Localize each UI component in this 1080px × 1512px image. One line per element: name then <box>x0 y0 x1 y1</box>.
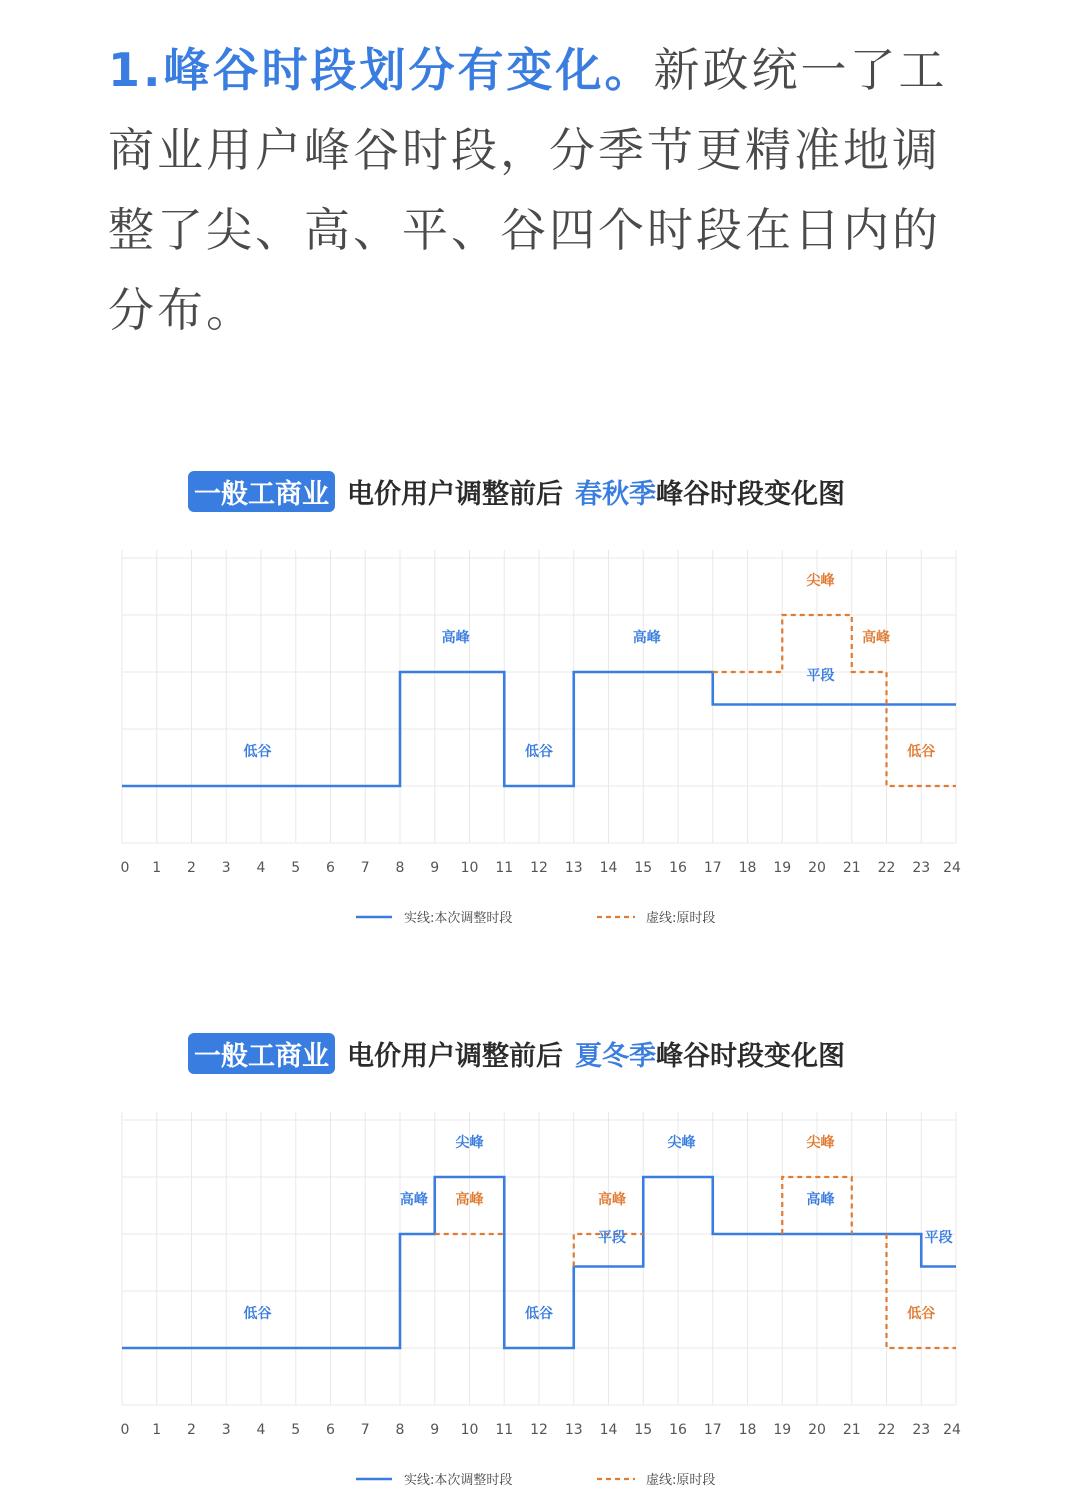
chart-1-x-tick-label: 0 <box>120 860 130 876</box>
chart-1-title-suffix: 峰谷时段变化图 <box>656 478 845 510</box>
chart-2-segment-label: 低谷 <box>525 1305 553 1322</box>
chart-1-plot <box>0 550 1080 950</box>
chart-1-x-tick-label: 10 <box>460 860 479 876</box>
chart-2-x-tick-label: 12 <box>530 1422 548 1438</box>
chart-1-x-tick-label: 22 <box>877 860 896 876</box>
chart-1-title-season: 春秋季 <box>575 478 656 510</box>
chart-1-x-tick-label: 6 <box>326 860 335 876</box>
chart-2-x-tick-label: 1 <box>152 1422 162 1438</box>
chart-2-x-tick-label: 22 <box>877 1422 896 1438</box>
chart-1-x-tick-label: 8 <box>395 860 405 876</box>
chart-2-segment-label: 低谷 <box>243 1305 272 1322</box>
chart-2-x-tick-label: 10 <box>460 1422 479 1438</box>
chart-2-x-tick-label: 5 <box>291 1422 301 1438</box>
chart-2-title-badge: 一般工商业 <box>188 1033 335 1074</box>
chart-2-x-tick-label: 18 <box>738 1422 757 1438</box>
chart-1-series-original-line <box>713 615 956 786</box>
chart-1-segment-label: 高峰 <box>862 629 891 646</box>
chart-2-x-tick-label: 9 <box>430 1422 440 1438</box>
chart-1-x-tick-label: 24 <box>943 860 961 876</box>
chart-2-x-tick-label: 24 <box>943 1422 961 1438</box>
chart-2-x-tick-label: 19 <box>773 1422 792 1438</box>
chart-2-x-tick-label: 7 <box>360 1422 370 1438</box>
chart-1-segment-label: 尖峰 <box>806 572 835 589</box>
chart-2-legend-solid-label: 实线:本次调整时段 <box>404 1473 513 1488</box>
chart-2-title-season: 夏冬季 <box>575 1040 656 1072</box>
intro-highlight: 1.峰谷时段划分有变化。 <box>108 43 654 97</box>
chart-1-x-tick-label: 11 <box>495 860 514 876</box>
chart-1-title <box>188 471 845 511</box>
chart-2-segment-label: 尖峰 <box>455 1134 484 1151</box>
chart-2-segment-label: 高峰 <box>597 1191 626 1208</box>
chart-2-x-tick-label: 14 <box>599 1422 618 1438</box>
chart-1-x-tick-label: 20 <box>808 860 826 876</box>
chart-2-title <box>188 1033 845 1073</box>
chart-1-segment-label: 低谷 <box>525 743 553 760</box>
chart-1-x-tick-label: 21 <box>842 860 861 876</box>
chart-2-x-tick-label: 20 <box>808 1422 826 1438</box>
chart-2-x-tick-label: 17 <box>703 1422 722 1438</box>
chart-2-x-tick-label: 15 <box>634 1422 653 1438</box>
chart-1-x-tick-label: 13 <box>564 860 583 876</box>
chart-1-x-tick-label: 23 <box>912 860 931 876</box>
chart-1-legend-solid-label: 实线:本次调整时段 <box>404 911 513 926</box>
chart-2-x-tick-label: 23 <box>912 1422 931 1438</box>
chart-2-segment-label: 平段 <box>924 1229 953 1246</box>
chart-2-segment-label: 尖峰 <box>667 1134 696 1151</box>
intro-text: 新政统一了工商业用户峰谷时段，分季节更精准地调整了尖、高、平、谷四个时段在日内的分布。 <box>108 43 948 337</box>
chart-1-title-badge: 一般工商业 <box>188 471 335 512</box>
chart-2-legend-dashed-label: 虚线:原时段 <box>646 1473 716 1488</box>
chart-2-title-suffix: 峰谷时段变化图 <box>656 1040 845 1072</box>
chart-1-x-tick-label: 14 <box>599 860 618 876</box>
chart-2-x-tick-label: 0 <box>120 1422 130 1438</box>
chart-1-x-tick-label: 18 <box>738 860 757 876</box>
chart-2-segment-label: 尖峰 <box>806 1134 835 1151</box>
chart-2-x-tick-label: 8 <box>395 1422 405 1438</box>
chart-2-segment-label: 高峰 <box>455 1191 484 1208</box>
chart-1-x-tick-label: 17 <box>703 860 722 876</box>
chart-2-x-tick-label: 13 <box>564 1422 583 1438</box>
chart-2-x-tick-label: 16 <box>669 1422 687 1438</box>
chart-2-segment-label: 高峰 <box>399 1191 428 1208</box>
chart-1-x-tick-label: 15 <box>634 860 653 876</box>
chart-2-title-mid: 电价用户调整前后 <box>347 1040 563 1072</box>
chart-1-segment-label: 高峰 <box>441 629 470 646</box>
chart-2-x-tick-label: 6 <box>326 1422 335 1438</box>
chart-1-x-tick-label: 12 <box>530 860 548 876</box>
chart-1-x-tick-label: 2 <box>187 860 196 876</box>
intro-paragraph <box>108 30 988 350</box>
chart-1-x-tick-label: 7 <box>360 860 370 876</box>
chart-1-segment-label: 平段 <box>806 667 835 684</box>
chart-1-segment-label: 高峰 <box>632 629 661 646</box>
chart-2-x-tick-label: 2 <box>187 1422 196 1438</box>
chart-1-title-mid: 电价用户调整前后 <box>347 478 563 510</box>
chart-1-x-tick-label: 19 <box>773 860 792 876</box>
chart-2-segment-label: 低谷 <box>907 1305 936 1322</box>
chart-1-legend-dashed-label: 虚线:原时段 <box>646 911 716 926</box>
chart-2-x-tick-label: 21 <box>842 1422 861 1438</box>
chart-1-segment-label: 低谷 <box>907 743 936 760</box>
chart-1-x-tick-label: 1 <box>152 860 162 876</box>
chart-1-x-tick-label: 3 <box>221 860 231 876</box>
chart-1-x-tick-label: 16 <box>669 860 687 876</box>
chart-1-x-tick-label: 9 <box>430 860 440 876</box>
chart-2-x-tick-label: 11 <box>495 1422 514 1438</box>
chart-2-plot <box>0 1112 1080 1512</box>
chart-2-x-tick-label: 3 <box>221 1422 231 1438</box>
chart-1-x-tick-label: 4 <box>256 860 266 876</box>
chart-2-x-tick-label: 4 <box>256 1422 266 1438</box>
chart-2-segment-label: 平段 <box>597 1229 626 1246</box>
chart-2-segment-label: 高峰 <box>806 1191 835 1208</box>
chart-1-x-tick-label: 5 <box>291 860 301 876</box>
chart-1-segment-label: 低谷 <box>243 743 272 760</box>
